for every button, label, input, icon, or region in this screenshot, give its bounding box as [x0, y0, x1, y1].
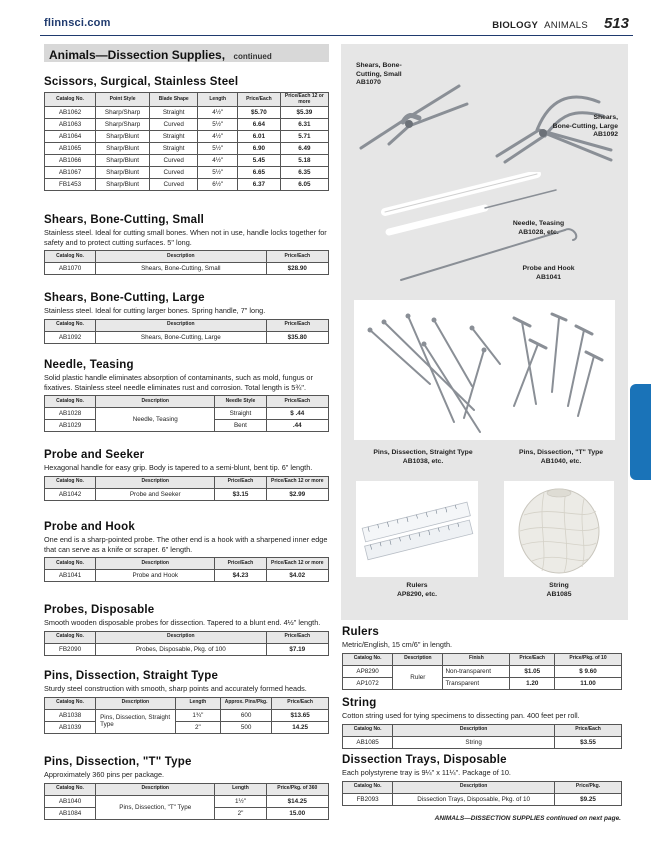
page-number: 513	[603, 15, 629, 32]
table-cell: Straight	[150, 143, 198, 155]
caption-pins-t	[497, 449, 625, 466]
pivot-screw	[405, 120, 413, 128]
section-title: Probes, Disposable	[44, 604, 155, 616]
caption-line: Probe and Hook	[522, 265, 575, 272]
col-header: Price/Each 12 or more	[266, 558, 329, 570]
table-cell: Straight	[150, 107, 198, 119]
section-description: Cotton string used for tying specimens to dissecting pan. 400 feet per roll.	[342, 711, 580, 720]
needle-table	[44, 395, 329, 432]
col-header: Catalog No.	[343, 781, 393, 793]
price-cell: 5.45	[238, 155, 281, 167]
table-row	[45, 179, 329, 191]
catalog-no: AB1067	[45, 167, 96, 179]
table-cell: Sharp/Sharp	[96, 119, 150, 131]
table-cell: 600	[221, 709, 272, 721]
col-header: Catalog No.	[45, 319, 96, 331]
table-cell: 1¾"	[175, 709, 220, 721]
price-cell: $1.05	[510, 665, 555, 677]
table-cell: 1½"	[215, 795, 266, 807]
catalog-no: FB2090	[45, 643, 96, 655]
pivot-screw	[539, 129, 547, 137]
table-row	[45, 709, 329, 721]
section-title: Needle, Teasing	[44, 359, 134, 371]
catalog-no: AB1065	[45, 143, 96, 155]
caption-line: Rulers	[406, 582, 428, 589]
table-row	[45, 167, 329, 179]
col-header: Description	[393, 781, 555, 793]
catalog-no: AB1028	[45, 408, 96, 420]
scissors-table	[44, 92, 329, 191]
table-row	[343, 736, 622, 748]
col-header: Price/Each	[266, 631, 328, 643]
catalog-no: AB1064	[45, 131, 96, 143]
product-photo-panel	[341, 44, 628, 620]
table-row	[45, 263, 329, 275]
price-cell: .44	[266, 420, 329, 432]
catalog-no: AP1072	[343, 677, 393, 689]
section-description: One end is a sharp-pointed probe. The other end is a hook with a sharpened inner edge that can serve as a knife or scraper. 6" length.	[44, 535, 328, 554]
section-title: Shears, Bone-Cutting, Large	[44, 292, 205, 304]
table-cell: 5½"	[198, 119, 238, 131]
caption-line: Bone-Cutting, Large	[552, 122, 618, 130]
table-cell: Sharp/Blunt	[96, 155, 150, 167]
caption-line: Pins, Dissection, Straight Type	[373, 449, 473, 456]
section-title: Dissection Trays, Disposable	[342, 754, 507, 766]
col-header: Description	[96, 396, 215, 408]
table-cell: 5½"	[198, 143, 238, 155]
col-header: Catalog No.	[45, 93, 96, 107]
table-cell: Probes, Disposable, Pkg. of 100	[96, 643, 266, 655]
caption-string	[504, 582, 614, 599]
catalog-no: AB1062	[45, 107, 96, 119]
col-header: Catalog No.	[45, 631, 96, 643]
col-header: Price/Each	[215, 476, 266, 488]
section-description: Metric/English, 15 cm/6" in length.	[342, 640, 453, 649]
string-table	[342, 724, 622, 749]
col-header: Catalog No.	[45, 783, 96, 795]
section-banner	[44, 44, 329, 62]
table-cell: Sharp/Blunt	[96, 167, 150, 179]
probe-seeker-table	[44, 476, 329, 501]
section-pins-straight	[44, 670, 329, 734]
col-header: Price/Each	[266, 396, 329, 408]
caption-line: AB1092	[593, 131, 618, 138]
section-description: Stainless steel. Ideal for cutting small bones. When not in use, handle locks together for safety and to protect cutting surfaces. 5" long.	[44, 228, 327, 247]
table-cell: Curved	[150, 119, 198, 131]
col-header: Needle Style	[215, 396, 266, 408]
rulers-illustration	[356, 481, 478, 577]
table-cell: Sharp/Blunt	[96, 143, 150, 155]
caption-line: AB1038, etc.	[402, 457, 444, 465]
catalog-no: FB2093	[343, 793, 393, 805]
section-title: Probe and Seeker	[44, 449, 145, 461]
shears-small-table	[44, 250, 329, 275]
section-string	[342, 697, 622, 749]
section-description: Each polystyrene tray is 9¼" x 11¼". Package of 10.	[342, 768, 511, 777]
price-cell: $3.15	[215, 488, 266, 500]
catalog-no: AB1085	[343, 736, 393, 748]
col-header: Catalog No.	[45, 697, 96, 709]
table-cell: 4½"	[198, 107, 238, 119]
site-url[interactable]: flinnsci.com	[44, 17, 111, 29]
table-row	[45, 131, 329, 143]
price-cell: $3.55	[555, 736, 622, 748]
price-cell: 6.35	[280, 167, 328, 179]
probes-disposable-table	[44, 631, 329, 656]
col-header: Price/Each	[266, 251, 328, 263]
banner-continued: continued	[233, 52, 272, 61]
col-header: Price/Pkg. of 10	[555, 653, 622, 665]
price-cell: 14.25	[272, 721, 329, 733]
table-cell: Dissection Trays, Disposable, Pkg. of 10	[393, 793, 555, 805]
catalog-no: AB1066	[45, 155, 96, 167]
section-tab[interactable]	[630, 384, 651, 480]
caption-line: AB1028, etc.	[518, 228, 559, 236]
table-row	[45, 721, 329, 733]
section-description: Smooth wooden disposable probes for dissection. Tapered to a blunt end. 4½" length.	[44, 618, 321, 627]
caption-needle	[491, 220, 586, 237]
table-row	[343, 793, 622, 805]
section-description: Hexagonal handle for easy grip. Body is tapered to a semi-blunt, bent tip. 6" length.	[44, 463, 313, 472]
price-cell: $35.80	[266, 331, 328, 343]
price-cell: $ 9.60	[555, 665, 622, 677]
col-header: Price/Each 12 or more	[266, 476, 329, 488]
price-cell: 5.71	[280, 131, 328, 143]
col-header: Description	[96, 251, 266, 263]
price-cell: 11.00	[555, 677, 622, 689]
catalog-no: AB1040	[45, 795, 96, 807]
pins-illustration	[354, 300, 615, 440]
price-cell: 6.37	[238, 179, 281, 191]
price-cell: $13.65	[272, 709, 329, 721]
price-cell: $28.90	[266, 263, 328, 275]
probe-hook-table	[44, 557, 329, 582]
price-cell: $5.70	[238, 107, 281, 119]
price-cell: 6.31	[280, 119, 328, 131]
price-cell: $ .44	[266, 408, 329, 420]
string-ball-illustration	[504, 481, 614, 577]
price-cell: 5.18	[280, 155, 328, 167]
caption-line: AP8290, etc.	[396, 590, 438, 598]
table-cell: 4½"	[198, 131, 238, 143]
price-cell: $5.39	[280, 107, 328, 119]
table-cell: 4½"	[198, 155, 238, 167]
table-cell: Bent	[215, 420, 266, 432]
table-row	[343, 665, 622, 677]
catalog-no: AB1041	[45, 570, 96, 582]
section-probes-disposable	[44, 604, 329, 656]
section-description: Approximately 360 pins per package.	[44, 770, 165, 779]
col-header: Price/Pkg.	[555, 781, 622, 793]
continued-note: ANIMALS—DISSECTION SUPPLIES continued on next page.	[434, 815, 621, 822]
table-cell: Sharp/Blunt	[96, 131, 150, 143]
table-cell: Needle, Teasing	[96, 408, 215, 432]
table-row	[343, 677, 622, 689]
table-cell: Non-transparent	[443, 665, 510, 677]
table-cell: Shears, Bone-Cutting, Large	[96, 331, 266, 343]
table-cell: Probe and Seeker	[96, 488, 215, 500]
table-cell: 5½"	[198, 167, 238, 179]
col-header: Approx. Pins/Pkg.	[221, 697, 272, 709]
table-cell: String	[393, 736, 555, 748]
table-cell: Straight	[150, 131, 198, 143]
col-header: Price/Each	[238, 93, 281, 107]
catalog-no: AB1038	[45, 709, 96, 721]
catalog-no: AP8290	[343, 665, 393, 677]
caption-line: Shears,	[593, 114, 618, 121]
price-cell: 6.01	[238, 131, 281, 143]
section-probe-hook	[44, 521, 329, 582]
table-row	[45, 795, 329, 807]
catalog-no: AB1063	[45, 119, 96, 131]
caption-line: Needle, Teasing	[512, 220, 565, 227]
price-cell: 6.49	[280, 143, 328, 155]
col-header: Catalog No.	[343, 653, 393, 665]
table-row	[45, 488, 329, 500]
section-probe-seeker	[44, 449, 329, 501]
pins-photo	[354, 300, 615, 440]
table-row	[45, 643, 329, 655]
price-cell: $14.25	[266, 795, 329, 807]
table-cell: Sharp/Blunt	[96, 179, 150, 191]
price-cell: 1.20	[510, 677, 555, 689]
table-cell: 2"	[215, 807, 266, 819]
section-title: String	[342, 697, 377, 709]
col-header: Blade Shape	[150, 93, 198, 107]
string-photo	[504, 481, 614, 577]
col-header: Catalog No.	[45, 396, 96, 408]
col-header: Price/Each	[555, 724, 622, 736]
caption-line: AB1085	[546, 590, 572, 598]
header-rule	[40, 35, 633, 36]
category-label: BIOLOGY	[492, 20, 539, 31]
section-needle-teasing	[44, 359, 329, 432]
catalog-no: AB1042	[45, 488, 96, 500]
section-description: Stainless steel. Ideal for cutting larger bones. Spring handle, 7" long.	[44, 306, 266, 315]
section-shears-small	[44, 214, 329, 275]
col-header: Description	[96, 476, 215, 488]
col-header: Price/Each	[266, 319, 328, 331]
table-cell: Ruler	[393, 665, 443, 689]
price-cell: $7.19	[266, 643, 328, 655]
price-cell: 6.65	[238, 167, 281, 179]
catalog-no: AB1029	[45, 420, 96, 432]
caption-shears-large	[553, 114, 618, 140]
caption-line: Cutting, Small	[356, 70, 402, 78]
shears-large-table	[44, 319, 329, 344]
col-header: Description	[96, 697, 176, 709]
col-header: Finish	[443, 653, 510, 665]
table-cell: Straight	[215, 408, 266, 420]
table-row	[45, 107, 329, 119]
caption-line: AB1041	[536, 273, 561, 281]
section-pins-t	[44, 756, 329, 820]
table-cell: Sharp/Sharp	[96, 107, 150, 119]
section-title: Pins, Dissection, Straight Type	[44, 670, 219, 682]
col-header: Price/Each	[510, 653, 555, 665]
table-cell: Curved	[150, 167, 198, 179]
rulers-table	[342, 653, 622, 690]
caption-probe-hook	[501, 265, 596, 282]
col-header: Description	[96, 631, 266, 643]
caption-line: Pins, Dissection, "T" Type	[518, 449, 604, 456]
price-cell: 15.00	[266, 807, 329, 819]
table-row	[45, 119, 329, 131]
table-cell: Curved	[150, 155, 198, 167]
section-scissors	[44, 76, 329, 191]
catalog-no: FB1453	[45, 179, 96, 191]
col-header: Catalog No.	[45, 558, 96, 570]
col-header: Point Style	[96, 93, 150, 107]
col-header: Length	[198, 93, 238, 107]
caption-line: String	[549, 582, 569, 589]
catalog-no: AB1039	[45, 721, 96, 733]
col-header: Price/Pkg. of 360	[266, 783, 329, 795]
section-trays	[342, 754, 622, 806]
table-row	[45, 331, 329, 343]
section-title: Scissors, Surgical, Stainless Steel	[44, 76, 239, 88]
caption-pins-straight	[353, 449, 493, 466]
caption-rulers	[356, 582, 478, 599]
section-description: Solid plastic handle eliminates absorption of contaminants, such as mold, fungus or fixatives. Stainless steel needle eliminates rust and corrosion. Total length is 5¾".	[44, 373, 313, 392]
table-cell: Transparent	[443, 677, 510, 689]
col-header: Description	[96, 783, 215, 795]
price-cell: 6.64	[238, 119, 281, 131]
price-cell: 6.90	[238, 143, 281, 155]
caption-shears-small	[356, 62, 402, 88]
col-header: Length	[215, 783, 266, 795]
price-cell: $2.99	[266, 488, 329, 500]
col-header: Length	[175, 697, 220, 709]
caption-line: Shears, Bone-	[356, 62, 402, 69]
section-title: Rulers	[342, 626, 379, 638]
col-header: Price/Each 12 or more	[280, 93, 328, 107]
section-title: Shears, Bone-Cutting, Small	[44, 214, 205, 226]
page-header	[492, 15, 629, 32]
price-cell: $4.23	[215, 570, 266, 582]
pins-t-table	[44, 783, 329, 820]
section-shears-large	[44, 292, 329, 344]
col-header: Description	[96, 319, 266, 331]
catalog-no: AB1092	[45, 331, 96, 343]
col-header: Description	[393, 724, 555, 736]
table-cell: 2"	[175, 721, 220, 733]
col-header: Catalog No.	[343, 724, 393, 736]
table-cell: 500	[221, 721, 272, 733]
catalog-no: AB1070	[45, 263, 96, 275]
col-header: Catalog No.	[45, 251, 96, 263]
section-title: Pins, Dissection, "T" Type	[44, 756, 192, 768]
table-cell: Curved	[150, 179, 198, 191]
table-row	[45, 570, 329, 582]
col-header: Price/Each	[215, 558, 266, 570]
col-header: Price/Each	[272, 697, 329, 709]
col-header: Description	[96, 558, 215, 570]
price-cell: $4.02	[266, 570, 329, 582]
trays-table	[342, 781, 622, 806]
table-row	[45, 408, 329, 420]
table-row	[45, 155, 329, 167]
table-row	[45, 143, 329, 155]
banner-title: Animals—Dissection Supplies,	[49, 48, 226, 62]
subcategory-label: ANIMALS	[544, 20, 588, 31]
caption-line: AB1040, etc.	[540, 457, 582, 465]
table-cell: Pins, Dissection, Straight Type	[96, 709, 176, 733]
table-cell: Probe and Hook	[96, 570, 215, 582]
price-cell: $9.25	[555, 793, 622, 805]
table-cell: 6½"	[198, 179, 238, 191]
price-cell: 6.05	[280, 179, 328, 191]
col-header: Description	[393, 653, 443, 665]
section-title: Probe and Hook	[44, 521, 135, 533]
col-header: Catalog No.	[45, 476, 96, 488]
catalog-no: AB1084	[45, 807, 96, 819]
caption-line: AB1070	[356, 79, 381, 86]
rulers-photo	[356, 481, 478, 577]
pins-straight-table	[44, 697, 329, 734]
table-cell: Shears, Bone-Cutting, Small	[96, 263, 266, 275]
section-description: Sturdy steel construction with smooth, sharp points and accurately formed heads.	[44, 684, 307, 693]
table-cell: Pins, Dissection, "T" Type	[96, 795, 215, 819]
section-rulers	[342, 626, 622, 690]
